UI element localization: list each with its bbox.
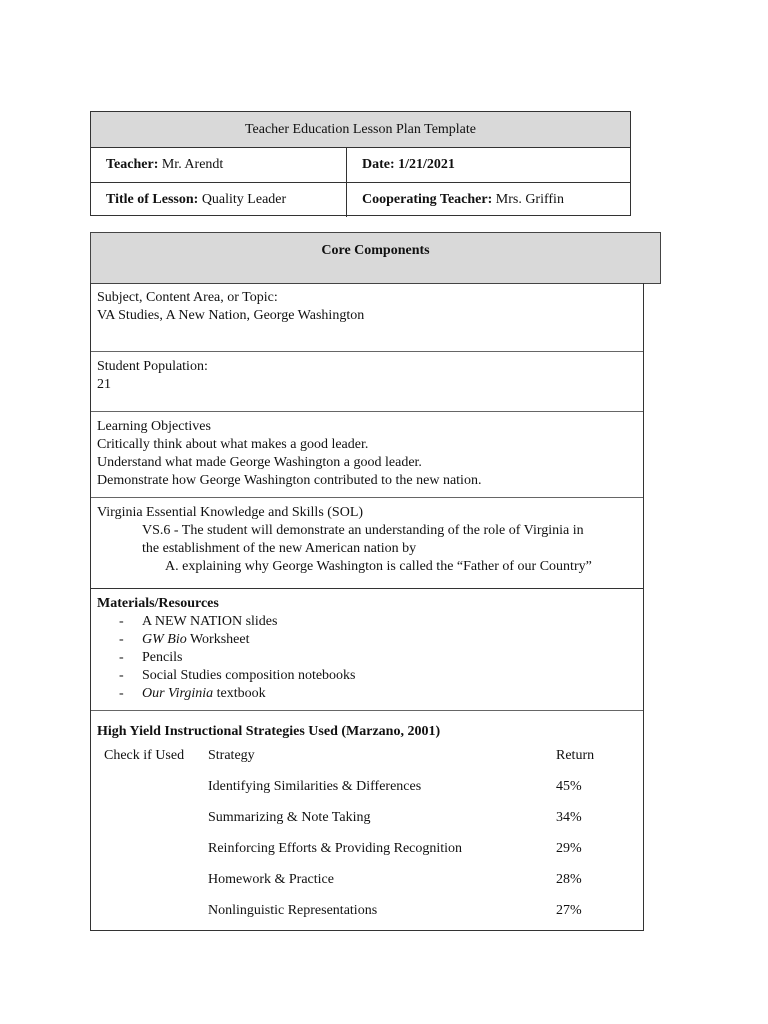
materials-list [97, 613, 637, 703]
strategies-table [97, 747, 637, 933]
cooperating-teacher-value: Mrs. Griffin [492, 192, 564, 207]
objectives-label: Learning Objectives [97, 419, 211, 434]
strategy-return: 29% [556, 841, 582, 856]
table-row [97, 902, 637, 933]
cooperating-teacher-label: Cooperating Teacher: [362, 192, 493, 207]
teacher-cell [91, 148, 347, 182]
lesson-header-table [90, 111, 631, 216]
strategies-title: High Yield Instructional Strategies Used (Marzano, 2001) [97, 724, 441, 739]
subject-value: VA Studies, A New Nation, George Washington [97, 308, 365, 323]
materials-section [91, 588, 643, 710]
lesson-title-value: Quality Leader [198, 192, 287, 207]
list-item: - GW Bio Worksheet [119, 632, 250, 647]
objective-item: Critically think about what makes a good leader. [97, 437, 369, 452]
population-section [91, 351, 643, 411]
objectives-section [91, 411, 643, 497]
table-row [97, 778, 637, 809]
sol-sub-item: A. explaining why George Washington is called the “Father of our Country” [165, 559, 592, 574]
sol-label: Virginia Essential Knowledge and Skills (SOL) [97, 505, 364, 520]
strategy-name: Identifying Similarities & Differences [208, 779, 422, 794]
subject-section [91, 283, 643, 351]
strategy-name: Homework & Practice [208, 872, 334, 887]
list-item: - A NEW NATION slides [119, 614, 278, 629]
sol-section [91, 497, 643, 588]
date-label: Date: 1/21/2021 [362, 157, 455, 172]
date-cell [347, 148, 630, 182]
strategy-return: 28% [556, 872, 582, 887]
strategies-header-row [97, 747, 637, 778]
strategy-name: Reinforcing Efforts & Providing Recognition [208, 841, 463, 856]
lesson-title-label: Title of Lesson: [106, 192, 199, 207]
sol-line-2: the establishment of the new American nation by [142, 541, 417, 556]
objective-item: Understand what made George Washington a good leader. [97, 455, 422, 470]
header-row-teacher-date [91, 148, 630, 182]
table-row [97, 871, 637, 902]
list-item: - Our Virginia textbook [119, 686, 266, 701]
objective-item: Demonstrate how George Washington contributed to the new nation. [97, 473, 482, 488]
table-row [97, 809, 637, 840]
teacher-label: Teacher: [106, 157, 159, 172]
cooperating-teacher-cell [347, 183, 630, 217]
table-row [97, 840, 637, 871]
strategies-section [91, 710, 643, 929]
population-label: Student Population: [97, 359, 208, 374]
list-item: - Pencils [119, 650, 183, 665]
strategy-return: 34% [556, 810, 582, 825]
strategy-name: Summarizing & Note Taking [208, 810, 371, 825]
template-title: Teacher Education Lesson Plan Template [91, 112, 630, 148]
strategy-return: 27% [556, 903, 582, 918]
lesson-title-cell [91, 183, 347, 217]
column-header-return: Return [556, 748, 595, 763]
materials-label: Materials/Resources [97, 596, 219, 611]
core-components-table [90, 283, 644, 931]
strategy-name: Nonlinguistic Representations [208, 903, 378, 918]
list-item: - Social Studies composition notebooks [119, 668, 356, 683]
core-components-header: Core Components [90, 232, 661, 284]
column-header-check: Check if Used [104, 748, 185, 763]
population-value: 21 [97, 377, 111, 392]
sol-line-1: VS.6 - The student will demonstrate an understanding of the role of Virginia in [142, 523, 584, 538]
column-header-strategy: Strategy [208, 748, 255, 763]
teacher-value: Mr. Arendt [158, 157, 224, 172]
header-row-lesson-coop [91, 182, 630, 217]
strategy-return: 45% [556, 779, 582, 794]
subject-label: Subject, Content Area, or Topic: [97, 290, 278, 305]
